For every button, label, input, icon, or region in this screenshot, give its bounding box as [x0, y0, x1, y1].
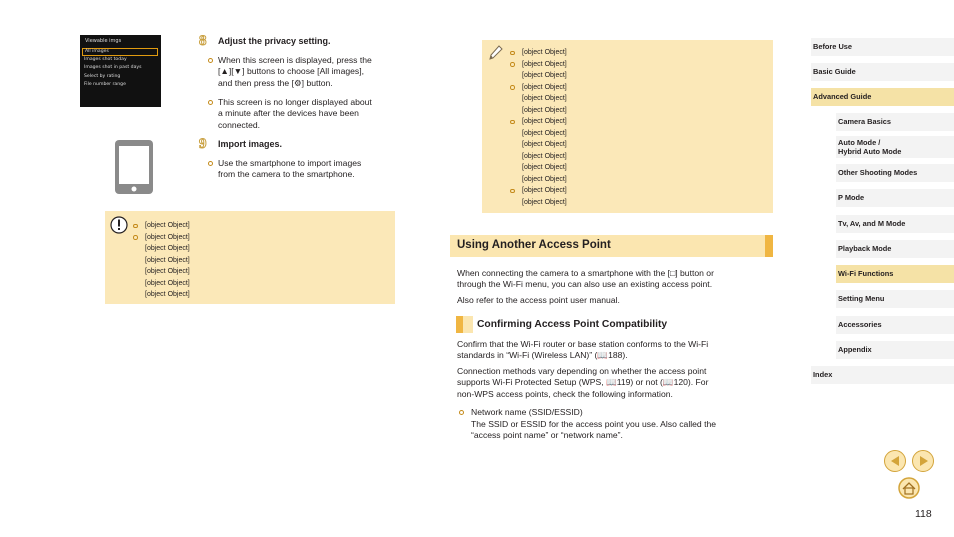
sidebar-item-label: Auto Mode / Hybrid Auto Mode: [838, 138, 902, 156]
step-title: Adjust the privacy setting.: [218, 36, 331, 46]
note-line: [object Object]: [522, 129, 567, 137]
step-number: 8: [199, 33, 207, 49]
section-heading: Using Another Access Point: [457, 239, 611, 251]
bullet-icon: [133, 224, 138, 229]
bullet-icon: [510, 62, 515, 67]
bullet-icon: [208, 161, 213, 166]
camera-option: Images shot today: [84, 57, 127, 63]
bullet-icon: [510, 85, 515, 90]
prev-page-icon[interactable]: [884, 450, 906, 472]
caution-note: [105, 211, 395, 304]
sidebar-item-label: Accessories: [838, 320, 882, 329]
sidebar-item-label: Camera Basics: [838, 117, 892, 126]
item-title: Network name (SSID/ESSID): [471, 407, 583, 417]
sidebar-item-accessories[interactable]: [836, 316, 954, 334]
sidebar-item-label: Appendix: [838, 345, 872, 354]
sidebar-item-camera-basics[interactable]: [836, 113, 954, 131]
section-para-4: Connection methods vary depending on whether the access point supports Wi-Fi Protected Setup (WPS, 📖119) or not (📖120). For non-WPS access points, check the following information.: [457, 366, 709, 399]
note-line: [object Object]: [145, 233, 190, 241]
note-line: [object Object]: [522, 60, 567, 68]
sidebar-item-auto-mode-hybrid-auto-mode[interactable]: [836, 136, 954, 158]
sidebar-item-label: Other Shooting Modes: [838, 168, 918, 177]
note-line: [object Object]: [522, 95, 567, 102]
next-page-icon[interactable]: [912, 450, 934, 472]
note-line: [object Object]: [145, 256, 190, 264]
sidebar-item-basic-guide[interactable]: [811, 63, 954, 81]
section-heading-bar: [450, 235, 773, 257]
note-line: [object Object]: [522, 175, 567, 183]
bullet-icon: [510, 120, 515, 125]
sidebar-item-p-mode[interactable]: [836, 189, 954, 207]
sidebar-item-label: Advanced Guide: [813, 92, 872, 101]
step-bullet-text: Use the smartphone to import images from the camera to the smartphone.: [218, 158, 362, 180]
bullet-icon: [208, 100, 213, 105]
bullet-icon: [208, 58, 213, 63]
sidebar-item-playback-mode[interactable]: [836, 240, 954, 258]
sidebar-item-wi-fi-functions[interactable]: [836, 265, 954, 283]
sidebar-item-label: Setting Menu: [838, 294, 885, 303]
step-bullet-text: This screen is no longer displayed about a minute after the devices have been connected.: [218, 97, 372, 130]
note-line: [object Object]: [522, 49, 567, 56]
section-para-1: When connecting the camera to a smartphone with the [□] button or through the Wi-Fi menu, you can also use an existing access point.: [457, 268, 714, 290]
sidebar-item-index[interactable]: [811, 366, 954, 384]
pencil-icon: [487, 44, 503, 62]
sidebar-item-label: Wi-Fi Functions: [838, 269, 894, 278]
sidebar-item-label: P Mode: [838, 193, 865, 202]
sidebar-item-before-use[interactable]: [811, 38, 954, 56]
bullet-icon: [510, 51, 515, 56]
note-line: [object Object]: [145, 245, 190, 252]
subheading: Confirming Access Point Compatibility: [477, 319, 668, 330]
sidebar-item-advanced-guide[interactable]: [811, 88, 954, 106]
step-bullet-text: When this screen is displayed, press the [▲][▼] buttons to choose [All images], and then press the [⚙] button.: [218, 55, 372, 88]
note-line: [object Object]: [522, 72, 567, 79]
subheading-icon: [456, 316, 473, 333]
camera-screen-title: Viewable imgs: [85, 38, 122, 44]
sidebar-item-label: Playback Mode: [838, 244, 892, 253]
home-icon[interactable]: [898, 477, 920, 499]
note-line: [object Object]: [522, 164, 567, 171]
note-line: [object Object]: [522, 152, 567, 160]
camera-option: File number range: [84, 81, 126, 87]
sidebar-item-setting-menu[interactable]: [836, 290, 954, 308]
heading-accent: [765, 235, 773, 257]
caution-icon: [110, 216, 128, 234]
item-body: The SSID or ESSID for the access point you use. Also called the “access point name” or “network name”.: [471, 419, 717, 441]
sidebar-item-label: Tv, Av, and M Mode: [838, 219, 906, 228]
camera-option: Select by rating: [84, 73, 121, 79]
note-line: [object Object]: [522, 83, 567, 91]
section-para-2: Also refer to the access point user manual.: [457, 295, 620, 305]
note-line: [object Object]: [522, 106, 567, 114]
tip-note: [482, 40, 773, 213]
sidebar-item-tv-av-and-m-mode[interactable]: [836, 215, 954, 233]
note-line: [object Object]: [145, 222, 190, 229]
step-number: 9: [199, 136, 207, 152]
note-line: [object Object]: [145, 268, 190, 275]
sidebar-item-other-shooting-modes[interactable]: [836, 164, 954, 182]
sidebar-item-label: Before Use: [813, 42, 853, 51]
sidebar-item-label: Basic Guide: [813, 67, 856, 76]
sidebar-item-appendix[interactable]: [836, 341, 954, 359]
smartphone-icon: [114, 139, 154, 195]
note-line: [object Object]: [522, 198, 567, 206]
note-line: [object Object]: [145, 279, 190, 287]
section-para-3: Confirm that the Wi-Fi router or base station conforms to the Wi-Fi standards in “Wi-Fi (Wireless LAN)” (📖188).: [457, 339, 709, 361]
step-title: Import images.: [218, 139, 283, 149]
bullet-icon: [133, 235, 138, 240]
camera-screen: [80, 35, 161, 107]
item-bullet: [459, 410, 464, 415]
note-line: [object Object]: [145, 291, 190, 298]
note-line: [object Object]: [522, 141, 567, 148]
note-line: [object Object]: [522, 187, 567, 194]
camera-option: Images shot in past days: [84, 65, 142, 71]
page-number: 118: [915, 508, 932, 520]
note-line: [object Object]: [522, 118, 567, 125]
camera-option: All images: [82, 48, 158, 56]
bullet-icon: [510, 189, 515, 194]
sidebar-item-label: Index: [813, 370, 833, 379]
